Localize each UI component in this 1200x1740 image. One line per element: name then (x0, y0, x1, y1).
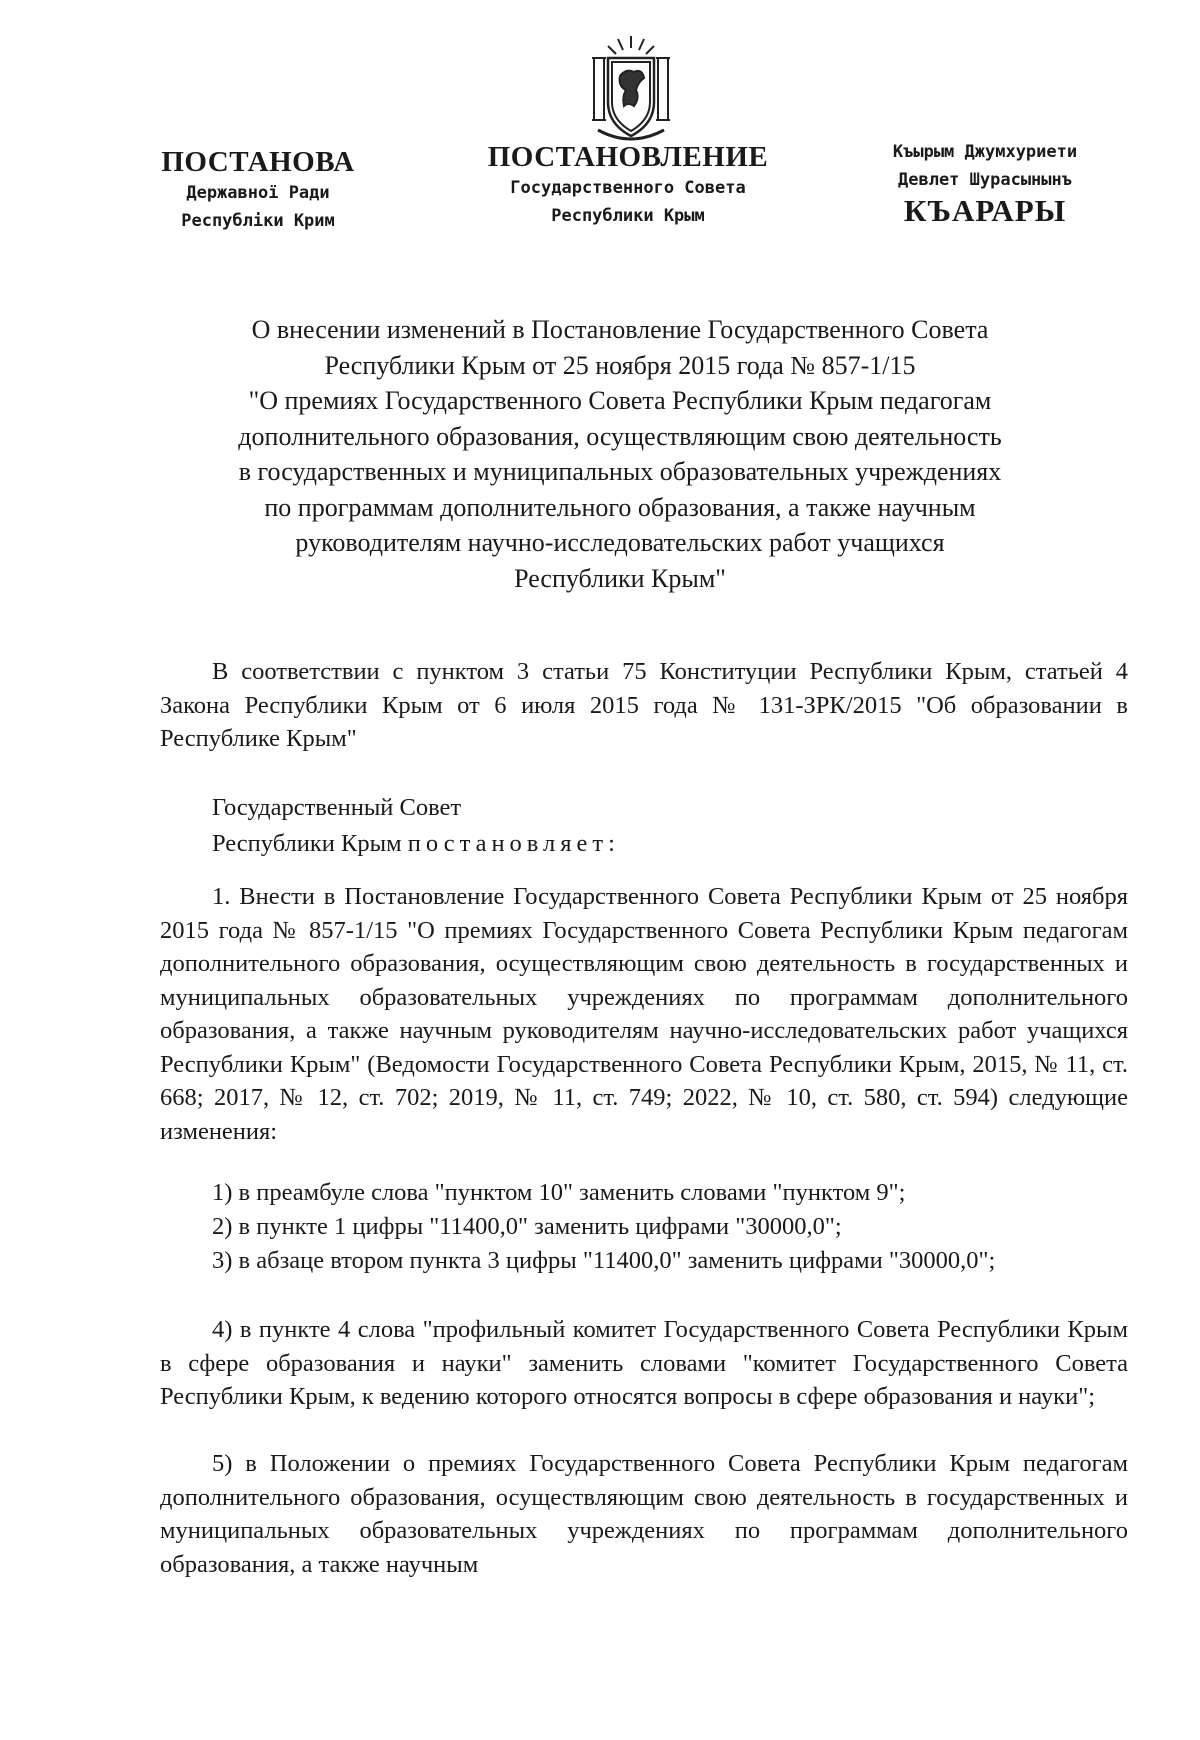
header-russian-line1: Государственного Совета (510, 178, 746, 198)
title-line: по программам дополнительного образования, а также научным (264, 492, 976, 522)
title-line: в государственных и муниципальных образовательных учреждениях (238, 457, 1002, 486)
header-ukrainian-line2: Республіки Крим (181, 211, 335, 231)
header-russian-title: ПОСТАНОВЛЕНИЕ (487, 141, 769, 173)
header-ukrainian (148, 145, 368, 235)
title-line: дополнительного образования, осуществляющим свою деятельность (238, 421, 1002, 451)
header-ukrainian-line1: Державної Ради (186, 183, 330, 203)
council-line2-prefix: Республики Крым (212, 830, 408, 857)
preamble-paragraph: В соответствии с пунктом 3 статьи 75 Конституции Республики Крым, статьей 4 Закона Республики Крым от 6 июля 2015 года № 131-ЗРК/2015 "Об образовании в Республике Крым" (160, 658, 1128, 752)
amendment-item-1: 1) в преамбуле слова "пунктом 10" заменить словами "пунктом 9"; (212, 1179, 906, 1206)
header-russian-line2: Республики Крым (551, 206, 705, 226)
council-line2 (212, 826, 620, 862)
document-title (160, 312, 1080, 596)
title-line: О внесении изменений в Постановление Государственного Совета (251, 315, 989, 344)
council-decree-block (212, 790, 620, 862)
amendment-item-4: 4) в пункте 4 слова "профильный комитет Государственного Совета Республики Крым в сфере образования и науки" заменить словами "комитет Государственного Совета Республики Крым, к ведению которого относятся вопросы в сфере образования и науки"; (160, 1316, 1128, 1410)
header-ukrainian-title: ПОСТАНОВА (161, 146, 355, 178)
header-russian (478, 140, 778, 230)
header-crimean-tatar-line1: Къырым Джумхуриети (892, 142, 1078, 162)
header-crimean-tatar (850, 138, 1120, 228)
point-1-paragraph: 1. Внести в Постановление Государственного Совета Республики Крым от 25 ноября 2015 года № 857-1/15 "О премиях Государственного Совета Республики Крым педагогам дополнительного образования, осуществляющим свою деятельность в государственных и муниципальных образовательных учреждениях по программам дополнительного образования, а также научным руководителям научно-исследовательских работ учащихся Республики Крым" (Ведомости Государственного Совета Республики Крым, 2015, № 11, ст. 668; 2017, № 12, ст. 702; 2019, № 11, ст. 749; 2022, № 10, ст. 580, ст. 594) следующие изменения: (160, 883, 1128, 1145)
header-crimean-tatar-line2: Девлет Шурасынынъ (898, 170, 1072, 190)
title-line: Республики Крым от 25 ноября 2015 года № 857-1/15 (324, 350, 916, 380)
amendment-item-2: 2) в пункте 1 цифры "11400,0" заменить цифрами "30000,0"; (212, 1213, 842, 1240)
title-line: Республики Крым" (514, 563, 726, 593)
title-line: руководителям научно-исследовательских работ учащихся (295, 528, 945, 557)
header-crimean-tatar-title: КЪАРАРЫ (903, 193, 1067, 228)
council-decree-word: постановляет: (407, 830, 620, 857)
council-line1: Государственный Совет (212, 794, 462, 821)
amendment-item-3: 3) в абзаце втором пункта 3 цифры "11400,0" заменить цифрами "30000,0"; (212, 1247, 996, 1274)
title-line: "О премиях Государственного Совета Республики Крым педагогам (248, 386, 992, 415)
amendment-item-5: 5) в Положении о премиях Государственного Совета Республики Крым педагогам дополнительного образования, осуществляющим свою деятельность в государственных и муниципальных образовательных учреждениях по программам дополнительного образования, а также научным (160, 1450, 1128, 1578)
coat-of-arms-emblem (588, 32, 674, 148)
